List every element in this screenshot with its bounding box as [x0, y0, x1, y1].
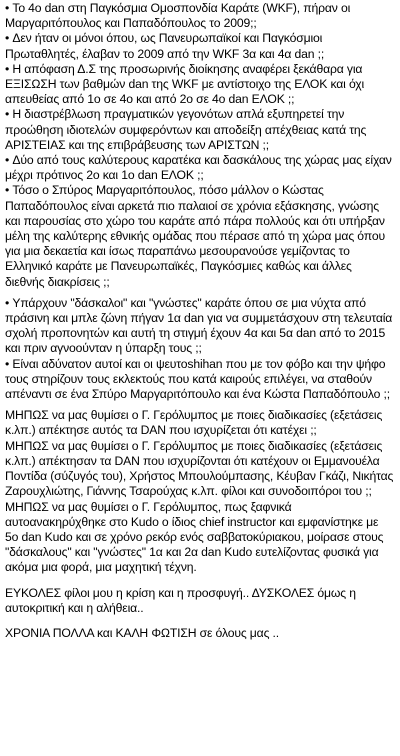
bullet-item: • Η απόφαση Δ.Σ της προσωρινής διοίκησης αναφέρει ξεκάθαρα για ΕΞΙΣΩΣΗ των βαθμών dan της WKF με αντίστοιχο της ΕΛΟΚ και όχι απευθείας από 1ο σε 4ο και από 2ο σε 4ο dan ΕΛΟΚ ;;: [5, 62, 394, 108]
spacer: [5, 616, 394, 626]
bullet-item: • Είναι αδύνατον αυτοί και οι ψευτοshihan που με τον φόβο και την ψήφο τους στηρίζουν τους εκλεκτούς που κατά καιρούς επιλέγει, να σταθούν απέναντι σε ένα Σπύρο Μαργαριτόπουλο και ένα Κώστα Παπαδόπουλο ;;: [5, 357, 394, 403]
bullet-item: • Δεν ήταν οι μόνοι όπου, ως Πανευρωπαϊκοί και Παγκόσμιοι Πρωταθλητές, έλαβαν το 2009 από την WKF 3α και 4α dan ;;: [5, 31, 394, 61]
spacer: [5, 576, 394, 586]
bullet-item: • Υπάρχουν "δάσκαλοι" και "γνώστες" καράτε όπου σε μια νύχτα από πράσινη και μπλε ζώνη πήγαν 1α dan για να συμμετάσχουν στη τελευταία σχολή προπονητών και αυτή τη στιγμή έχουν 4α και 5α dan από το 2015 και πριν αγνοούνταν η ύπαρξη τους ;;: [5, 296, 394, 357]
question-paragraphs: [5, 408, 394, 575]
bullet-item: • Δύο από τους καλύτερους καρατέκα και δασκάλους της χώρας μας είχαν μέχρι πρότινος 2ο και 1ο dan ΕΛΟΚ ;;: [5, 153, 394, 183]
bullet-item: • Η διαστρέβλωση πραγματικών γεγονότων απλά εξυπηρετεί την προώθηση ιδιοτελών συμφερόντων και αποδείξη απέχθειας κατά της ΑΡΙΣΤΕΙΑΣ και της επιβράβευσης των ΑΡΙΣΤΩΝ ;;: [5, 107, 394, 153]
bullet-list: [5, 1, 394, 402]
closing-greeting: ΧΡΟΝΙΑ ΠΟΛΛΑ και ΚΑΛΗ ΦΩΤΙΣΗ σε όλους μας ..: [5, 625, 280, 640]
question-paragraph: ΜΗΠΩΣ να μας θυμίσει ο Γ. Γερόλυμπος με ποιες διαδικασίες (εξετάσεις κ.λπ.) απέκτησε αυτός τα DAN που ισχυρίζεται ότι κατέχει ;;: [5, 408, 383, 438]
closing-paragraph: ΕΥΚΟΛΕΣ φίλοι μου η κρίση και η προσφυγή.. ΔΥΣΚΟΛΕΣ όμως η αυτοκριτική και η αλήθεια..: [5, 585, 356, 615]
bullet-item: • Το 4ο dan στη Παγκόσμια Ομοσπονδία Καράτε (WKF), πήραν οι Μαργαριτόπουλος και Παπαδόπουλος το 2009;;: [5, 1, 394, 31]
question-paragraph: ΜΗΠΩΣ να μας θυμίσει ο Γ. Γερόλυμπος με ποιες διαδικασίες (εξετάσεις κ.λπ.) απέκτησαν τα DAN που ισχυρίζονται ότι κατέχουν οι Εμμανουέλα Ποντίδα (σύζυγός του), Χρήστος Μπουλούμπασης, Κέυβαν Γκάζι, Νικήτας Ζαρουχλιώτης, Γιάννης Τσαρούχας κ.λπ. φίλοι και συνοδοιπόροι του ;;: [5, 438, 394, 499]
bullet-item: • Τόσο ο Σπύρος Μαργαριτόπουλος, πόσο μάλλον ο Κώστας Παπαδόπουλος είναι αρκετά πιο παλαιοί σε χρόνια εξάσκησης, γνώσης και παρουσίας στο χώρο του καράτε από πάρα πολλούς και ότι υπήρξαν μέλη της καλύτερης εθνικής ομάδας που πέρασε από τη χώρα μας όπου για μια δεκαετία και ίσως παραπάνω μεσουρανούσε γεμίζοντας το Ελληνικό καράτε με Πανευρωπαϊκές, Παγκόσμιες καθώς και άλλες διεθνής διακρίσεις ;;: [5, 183, 394, 289]
question-paragraph: ΜΗΠΩΣ να μας θυμίσει ο Γ. Γερόλυμπος, πως ξαφνικά αυτοανακηρύχθηκε στο Kudo ο ίδιος chief instructor και εμφανίστηκε με 5ο dan Kudo και σε χρόνο ρεκόρ ενός σαββατοκύριακου, μοίρασε στους "δάσκαλους" και "γνώστες" 1α και 2α dan Kudo ευτελίζοντας φυσικά για ακόμα μια φορά, μια μαχητική τέχνη.: [5, 499, 384, 575]
